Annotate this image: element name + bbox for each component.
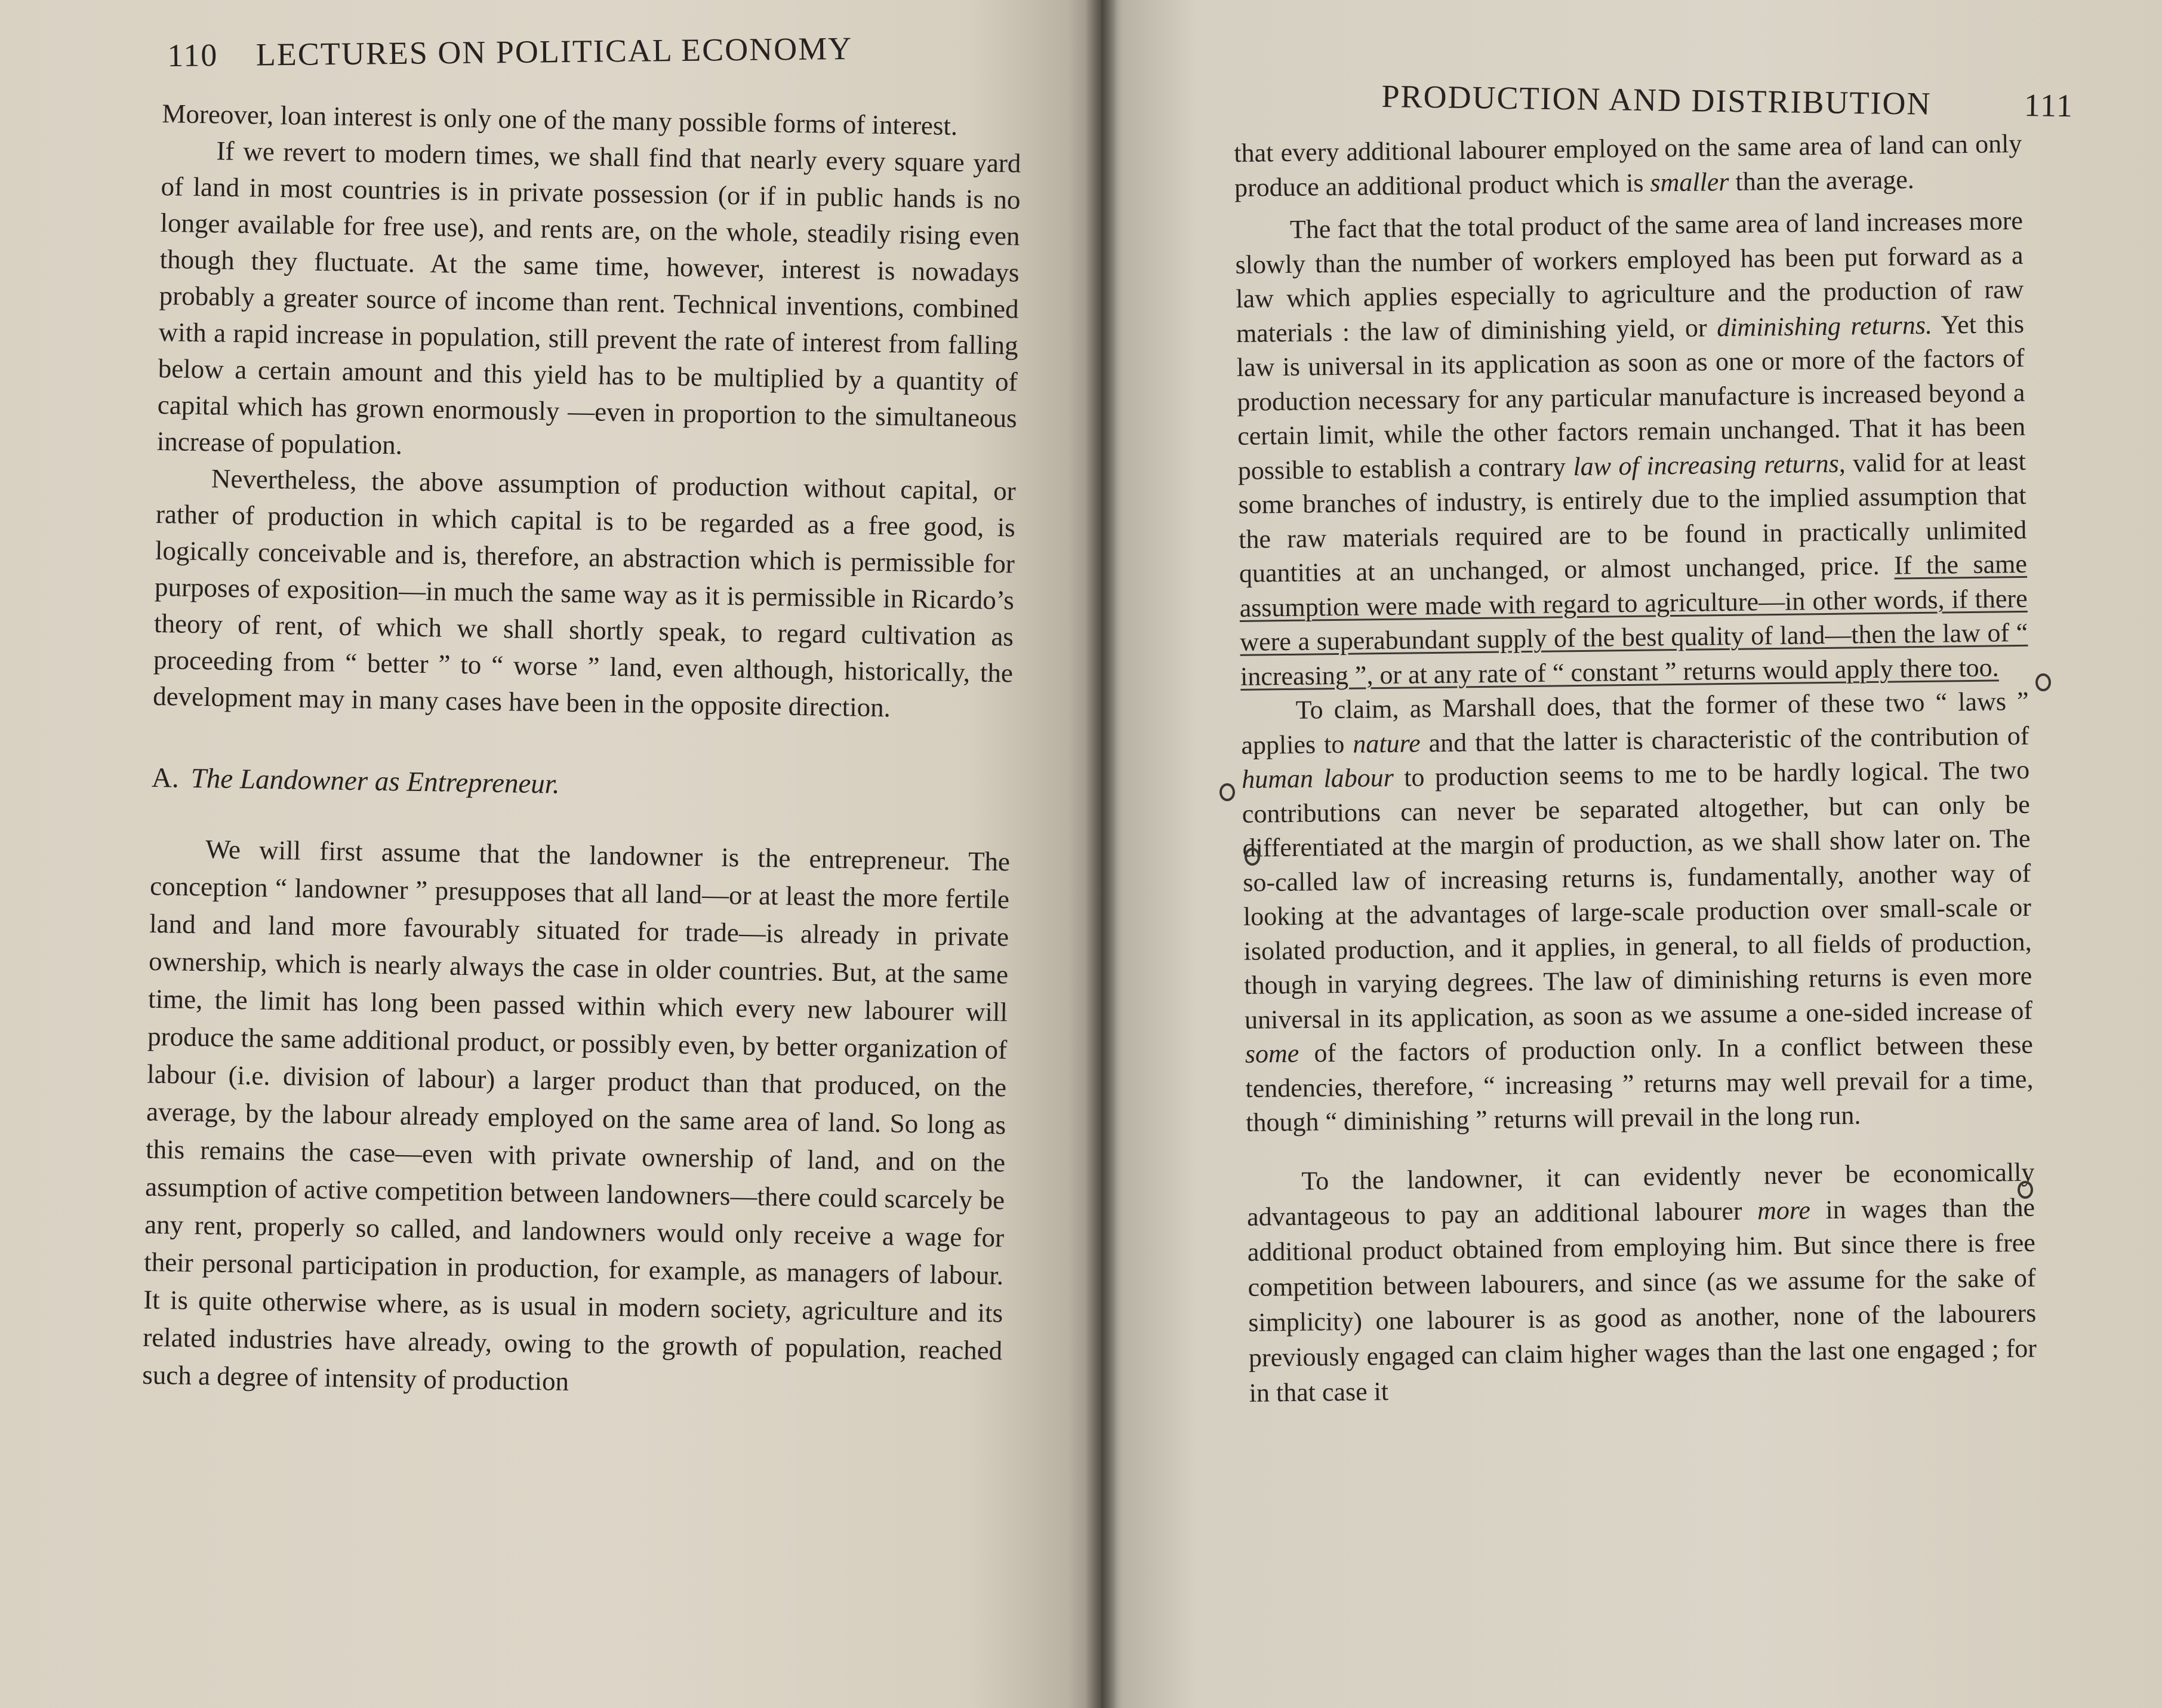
right-p4-text-a: To the landowner, it can evidently never be economically advantageous to pay an additional labourer — [1246, 1157, 2035, 1232]
left-paragraph-3: Nevertheless, the above assumption of production without capital, or rather of production in which capital is to be regarded as a free good, is logically conceivable and is, therefore, an abstraction which is permissible for purposes of exposition—in much the same way as it is permissible in Ricardo’s theory of rent, of which we shall shortly speak, to regard cultivation as proceeding from “ better ” to “ worse ” land, even although, historically, the development may in many cases have been in the opposite direction. — [152, 463, 1017, 723]
right-p2-emphasis-1: diminishing returns. — [1716, 310, 1933, 342]
pencil-circle-mark-3 — [1245, 848, 1260, 866]
right-paragraph-4 — [1246, 1154, 2037, 1410]
book-gutter — [1085, 0, 1117, 1708]
left-running-head — [167, 30, 853, 74]
pencil-circle-mark-1 — [2035, 673, 2051, 691]
right-paragraph-2 — [1235, 204, 2029, 694]
left-paragraph-1: Moreover, loan interest is only one of the many possible forms of interest. — [162, 98, 958, 141]
right-p2-emphasis-2: law of increasing returns, — [1573, 448, 1846, 481]
right-p1-text-b: than the average. — [1729, 164, 1915, 196]
left-page-number: 110 — [167, 37, 218, 73]
right-p3-text-d: of the factors of production only. In a conflict between these tendencies, therefore, “ increasing ” returns may well prevail for a time, though “ diminishing ” returns will prevail in the long run. — [1245, 1029, 2034, 1137]
section-heading — [152, 760, 1012, 810]
right-p2-text-c: valid for at least some branches of industry, is entirely due to the implied assumption that the raw materials required are to be found in practically unlimited quantities at an unchanged, or almost unchanged, price. — [1238, 446, 2027, 588]
left-paragraph-2: If we revert to modern times, we shall find that nearly every square yard of land in most countries is in private possession (or if in public hands is no longer available for free use), and rents are, on the whole, steadily rising even though they fluctuate. At the same time, however, interest is nowadays probably a greater source of income than rent. Technical inventions, combined with a rapid increase in population, still prevent the rate of interest from falling below a certain amount and this yield has to be multiplied by a quantity of capital which has grown enormously —even in proportion to the simultaneous increase of population. — [156, 136, 1021, 460]
section-letter: A. — [151, 762, 180, 794]
right-p4-text-b: in wages than the additional product obtained from employing him. But since there is free competition between labourers, and since (as we assume for the sake of simplicity) one labourer is as good as another, none of the labourers previously engaged can claim higher wages than the last one engaged ; for in that case it — [1247, 1192, 2037, 1408]
right-p3-text-a: To claim, as Marshall does, that the former of these two “ laws ” applies to — [1241, 686, 2029, 760]
right-p3-text-c: to production seems to me to be hardly logical. The two contributions can never be separated altogether, but can only be differentiated at the margin of production, as we shall show later on. The so-called law of increasing returns is, fundamentally, another way of looking at the advantages of large-scale production over small-scale or isolated production, and it applies, in general, to all fields of production, though in varying degrees. The law of diminishing returns is even more universal in its application, as soon as we assume a one-sided increase of — [1242, 755, 2033, 1035]
right-p3-text-b: and that the latter is characteristic of the contribution of — [1420, 721, 2029, 758]
right-text-block — [1234, 127, 2037, 1410]
underlined-passage: If the same assumption were made with regard to agriculture—in other words, if there were a superabundant supply of the best quality of land—then the law of “ increasing ”, or at any rate of “ constant ” returns would apply there too. — [1239, 549, 2028, 691]
right-p3-emphasis-3: some — [1245, 1038, 1299, 1069]
right-p1-text-a: that every additional labourer employed on the same area of land can only produce an additional product which is — [1234, 128, 2022, 202]
pencil-circle-mark-4 — [2018, 1181, 2033, 1199]
right-p4-emphasis: more — [1757, 1195, 1811, 1225]
section-title: The Landowner as Entrepreneur. — [190, 762, 560, 800]
right-p2-text-a: The fact that the total product of the same area of land increases more slowly than the number of workers employed has been put forward as a law which applies especially to agriculture and the production of raw materials : the law of diminishing yield, or — [1235, 205, 2024, 348]
right-p3-emphasis-1: nature — [1353, 728, 1421, 759]
right-page — [1101, 0, 2162, 1708]
right-running-head — [1381, 78, 2074, 124]
right-running-title: PRODUCTION AND DISTRIBUTION — [1381, 78, 1932, 122]
right-paragraph-1 — [1234, 127, 2022, 205]
right-paragraph-3 — [1240, 684, 2034, 1140]
right-p1-emphasis: smaller — [1650, 167, 1729, 197]
right-p2-text-b: Yet this law is universal in its application as soon as one or more of the factors of production necessary for any particular manufacture is increased beyond a certain limit, while the other factors remain unchanged. That it has been possible to establish a contrary — [1236, 309, 2026, 485]
pencil-circle-mark-2 — [1219, 783, 1235, 801]
left-paragraph-4: We will first assume that the landowner is the entrepreneur. The conception “ landowner ” presupposes that all land—or at least the more fertile land and land more favourably situated for trade—is already in private ownership, which is nearly always the case in older countries. But, at the same time, the limit has long been passed within which every new labourer will produce the same additional product, or possibly even, by better organization of labour (i.e. division of labour) a larger product than that produced, on the average, by the labour already employed on the same area of land. So long as this remains the case—even with private ownership of land, and on the assumption of active competition between landowners—there could scarcely be any rent, properly so called, and landowners would only receive a wage for their personal participation in production, for example, as managers of labour. It is quite otherwise where, as is usual in modern society, agriculture and its related industries have already, owing to the growth of population, reached such a degree of intensity of production — [141, 834, 1011, 1396]
left-running-title: LECTURES ON POLITICAL ECONOMY — [255, 30, 853, 73]
left-text-block — [142, 96, 1022, 1407]
right-p3-emphasis-2: human labour — [1241, 762, 1394, 794]
right-page-number: 111 — [2024, 87, 2074, 124]
